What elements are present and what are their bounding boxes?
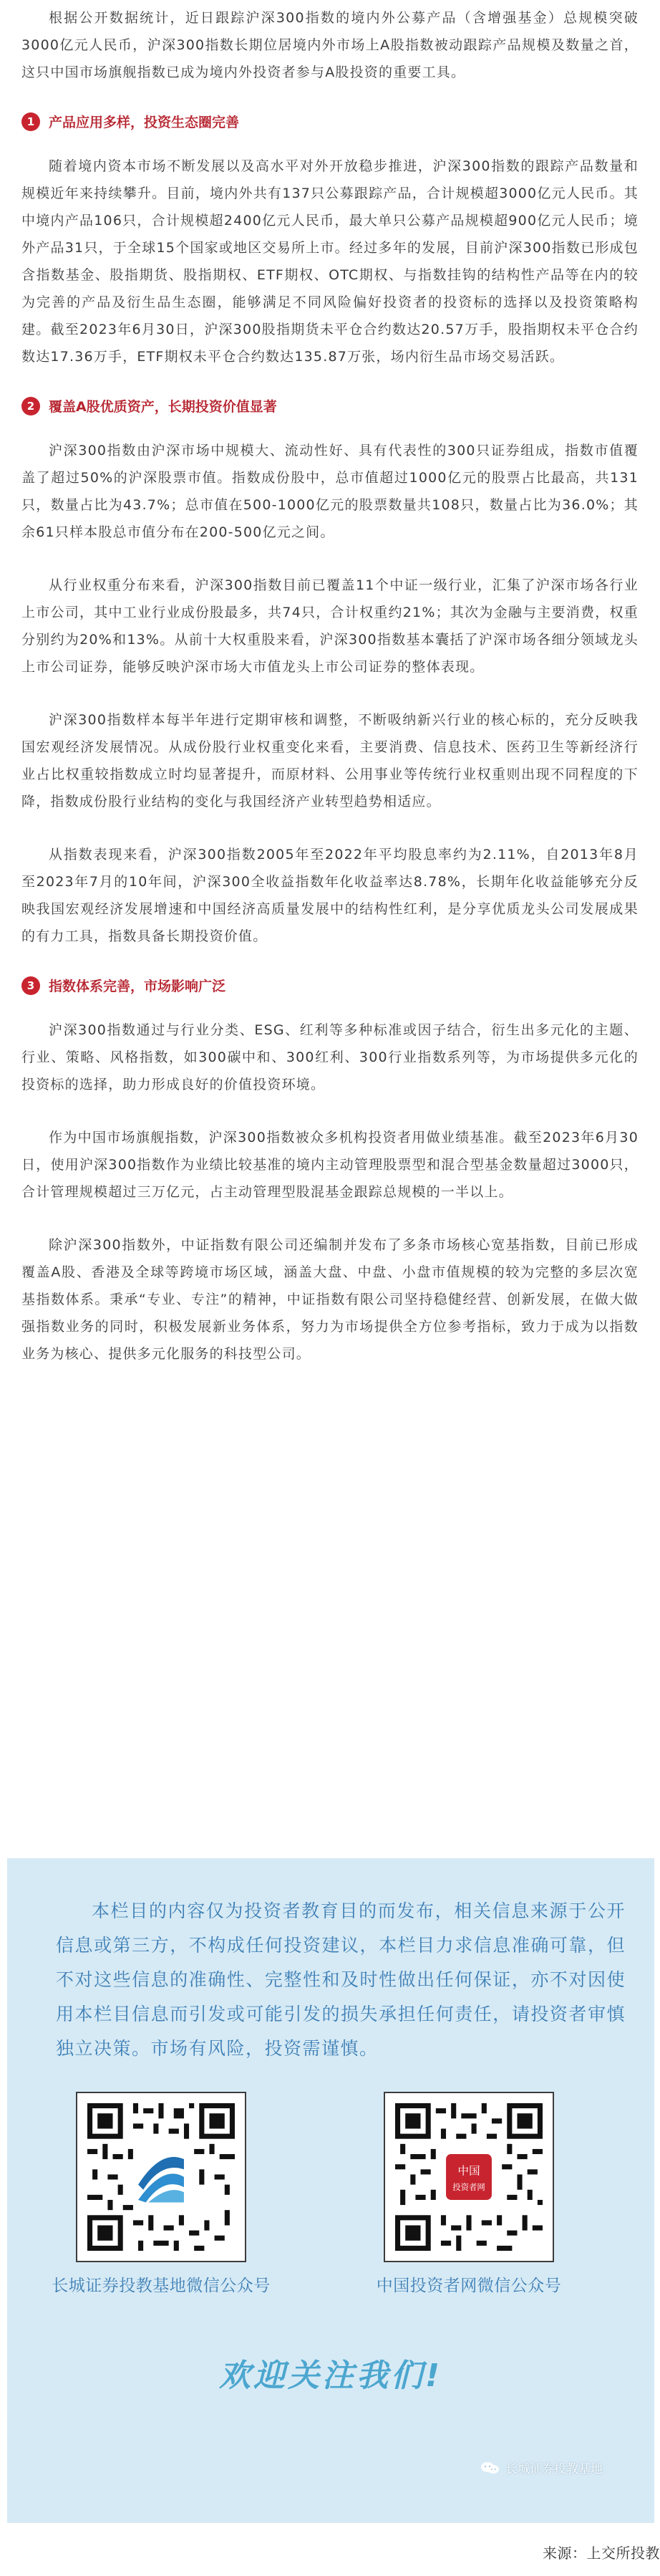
logo-text-line-1: 中国 bbox=[457, 2164, 480, 2178]
qr-code-icon bbox=[395, 2103, 543, 2251]
watermark bbox=[480, 2459, 603, 2476]
qr-caption-investor-net: 中国投资者网微信公众号 bbox=[376, 2277, 562, 2295]
follow-us-text: 欢迎关注我们! bbox=[218, 2358, 443, 2394]
section-title: 产品应用多样，投资生态圈完善 bbox=[49, 115, 240, 130]
qr-code-icon bbox=[87, 2103, 235, 2251]
paragraph: 沪深300指数通过与行业分类、ESG、红利等多种标准或因子结合，衍生出多元化的主题、行业、策略、风格指数，如300碳中和、300红利、300行业指数系列等，为市场提供多元化的投资标的选择，助力形成良好的价值投资环境。 bbox=[21, 1022, 639, 1092]
paragraph: 作为中国市场旗舰指数，沪深300指数被众多机构投资者用做业绩基准。截至2023年6月30日，使用沪深300指数作为业绩比较基准的境内主动管理股票型和混合型基金数量超过3000只，合计管理规模超过三万亿元，占主动管理型股混基金跟踪总规模的一半以上。 bbox=[21, 1130, 639, 1200]
section-heading-3 bbox=[21, 976, 639, 995]
section-heading-1 bbox=[21, 112, 639, 131]
section-heading-2 bbox=[21, 396, 639, 415]
paragraph: 沪深300指数由沪深市场中规模大、流动性好、具有代表性的300只证券组成，指数市值覆盖了超过50%的沪深股票市值。指数成份股中，总市值超过1000亿元的股票占比最高，共131只，数量占比为43.7%；总市值在500-1000亿元的股票数量共108只，数量占比为36.0%；其余61只样本股总市值分布在200-500亿元之间。 bbox=[21, 443, 639, 540]
section-number-badge: 2 bbox=[21, 397, 40, 415]
logo-text-line-2: 投资者网 bbox=[452, 2181, 485, 2192]
wechat-icon bbox=[480, 2461, 501, 2475]
section-number-badge: 3 bbox=[21, 976, 40, 995]
paragraph: 从指数表现来看，沪深300指数2005年至2022年平均股息率约为2.11%，自2013年8月至2023年7月的10年间，沪深300全收益指数年化收益率达8.78%，长期年化收益能够充分反映我国宏观经济发展增速和中国经济高质量发展中的结构性红利，是分享优质龙头公司发展成果的有力工具，指数具备长期投资价值。 bbox=[21, 847, 639, 944]
watermark-text: 长城证券投教基地 bbox=[505, 2462, 603, 2476]
qr-caption-greatwall: 长城证券投教基地微信公众号 bbox=[52, 2277, 271, 2295]
paragraph: 除沪深300指数外，中证指数有限公司还编制并发布了多条市场核心宽基指数，目前已形成覆盖A股、香港及全球等跨境市场区域，涵盖大盘、中盘、小盘市值规模的较为完整的多层次宽基指数体系。秉承“专业、专注”的精神，中证指数有限公司坚持稳健经营、创新发展，在做大做强指数业务的同时，积极发展新业务体系，努力为市场提供全方位参考指标，致力于成为以指数业务为核心、提供多元化服务的科技型公司。 bbox=[21, 1237, 639, 1362]
intro-paragraph: 根据公开数据统计，近日跟踪沪深300指数的境内外公募产品（含增强基金）总规模突破3000亿元人民币，沪深300指数长期位居境内外市场上A股指数被动跟踪产品规模及数量之首，这只中国市场旗舰指数已成为境内外投资者参与A股投资的重要工具。 bbox=[21, 10, 639, 80]
section-title: 指数体系完善，市场影响广泛 bbox=[49, 979, 226, 994]
qr-code-investor-net[interactable] bbox=[384, 2092, 554, 2262]
paragraph: 随着境内资本市场不断发展以及高水平对外开放稳步推进，沪深300指数的跟踪产品数量和规模近年来持续攀升。目前，境内外共有137只公募跟踪产品，合计规模超3000亿元人民币。其中境内产品106只，合计规模超2400亿元人民币，最大单只公募产品规模超900亿元人民币；境外产品31只，于全球15个国家或地区交易所上市。经过多年的发展，目前沪深300指数已形成包含指数基金、股指期货、股指期权、ETF期权、OTC期权、与指数挂钩的结构性产品等在内的较为完善的产品及衍生品生态圈，能够满足不同风险偏好投资者的投资标的选择以及投资策略构建。截至2023年6月30日，沪深300股指期货未平仓合约数达20.57万手，股指期权未平仓合约数达17.36万手，ETF期权未平仓合约数达135.87万张，场内衍生品市场交易活跃。 bbox=[21, 158, 639, 365]
qr-code-greatwall[interactable] bbox=[76, 2092, 246, 2262]
source-credit: 来源：上交所投教 bbox=[543, 2544, 660, 2562]
section-number-badge: 1 bbox=[21, 112, 40, 131]
disclaimer-panel bbox=[7, 1858, 654, 2523]
paragraph: 沪深300指数样本每半年进行定期审核和调整，不断吸纳新兴行业的核心标的，充分反映我国宏观经济发展情况。从成份股行业权重变化来看，主要消费、信息技术、医药卫生等新经济行业占比权重较指数成立时均显著提升，而原材料、公用事业等传统行业权重则出现不同程度的下降，指数成份股行业结构的变化与我国经济产业转型趋势相适应。 bbox=[21, 712, 639, 809]
paragraph: 从行业权重分布来看，沪深300指数目前已覆盖11个中证一级行业，汇集了沪深市场各行业上市公司，其中工业行业成份股最多，共74只，合计权重约21%；其次为金融与主要消费，权重分别约为20%和13%。从前十大权重股来看，沪深300指数基本囊括了沪深市场各细分领域龙头上市公司证券，能够反映沪深市场大市值龙头上市公司证券的整体表现。 bbox=[21, 577, 639, 675]
section-title: 覆盖A股优质资产，长期投资价值显著 bbox=[49, 399, 277, 415]
disclaimer-text: 本栏目的内容仅为投资者教育目的而发布，相关信息来源于公开信息或第三方，不构成任何投资建议，本栏目力求信息准确可靠，但不对这些信息的准确性、完整性和及时性做出任何保证，亦不对因使用本栏目信息而引发或可能引发的损失承担任何责任，请投资者审慎独立决策。市场有风险，投资需谨慎。 bbox=[56, 1900, 626, 2059]
